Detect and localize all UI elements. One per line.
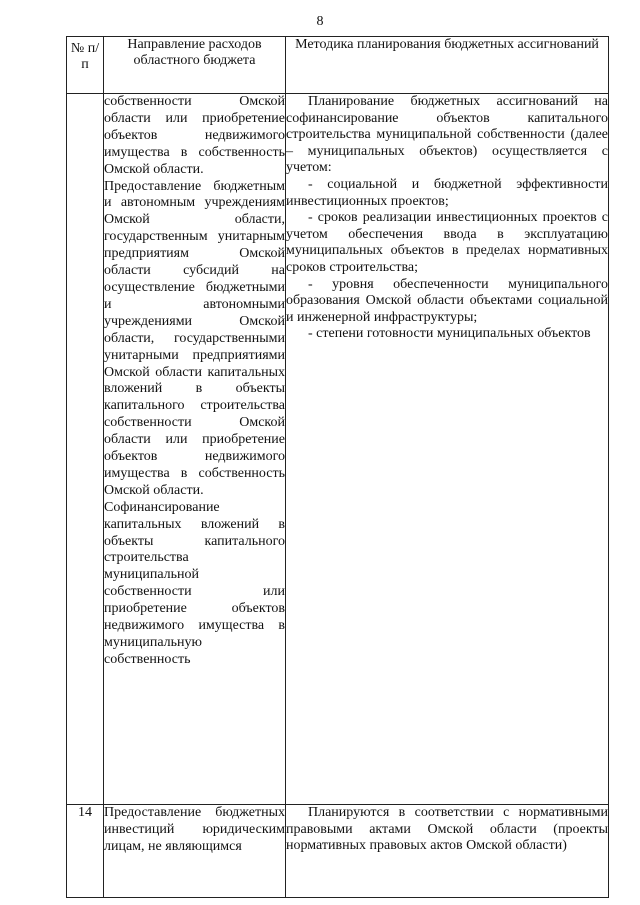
method-paragraph: - уровня обеспеченности муниципального образования Омской области объектами социальной и инженерной инфраструктуры; — [286, 276, 608, 325]
header-method: Методика планирования бюджетных ассигнований — [286, 37, 609, 94]
direction-paragraph: собственности Омской области или приобретение объектов недвижимого имущества в собственность Омской области. — [104, 94, 285, 177]
method-paragraph: Планирование бюджетных ассигнований на софинансирование объектов капитального строительства муниципальной собственности (далее – муниципальных объектов) осуществляется с учетом: — [286, 94, 608, 176]
direction-paragraph: Предоставление бюджетных инвестиций юридическим лицам, не являющимся — [104, 805, 285, 854]
method-paragraph: - сроков реализации инвестиционных проектов с учетом обеспечения ввода в эксплуатацию муниципальных объектов в пределах нормативных сроков строительства; — [286, 210, 608, 275]
table-row — [67, 94, 609, 805]
direction-cell — [104, 94, 286, 805]
row-number — [67, 94, 104, 805]
table-row — [67, 805, 609, 898]
budget-methodology-table — [66, 36, 609, 898]
page-number: 8 — [316, 14, 324, 29]
method-paragraph: Планируются в соответствии с нормативными правовыми актами Омской области (проекты нормативных правовых актов Омской области) — [286, 805, 608, 854]
direction-cell — [104, 805, 286, 898]
method-cell — [286, 94, 609, 805]
method-cell — [286, 805, 609, 898]
table-header-row — [67, 37, 609, 94]
method-paragraph: - степени готовности муниципальных объектов — [308, 326, 591, 342]
header-direction: Направление расходов областного бюджета — [104, 37, 286, 94]
method-paragraph: - социальной и бюджетной эффективности инвестиционных проектов; — [286, 176, 608, 209]
header-number: № п/п — [67, 37, 104, 94]
direction-paragraph: Софинансирование капитальных вложений в объекты капитального строительства муниципальной собственности или приобретение объектов недвижимого имущества в муниципальную собственность — [104, 499, 285, 667]
row-number: 14 — [67, 805, 104, 898]
direction-paragraph: Предоставление бюджетным и автономным учреждениям Омской области, государственным унитарным предприятиям Омской области субсидий на осуществление бюджетными и автономными учреждениями Омской области, государственными унитарными предприятиями Омской области капитальных вложений в объекты капитального строительства собственности Омской области или приобретение объектов недвижимого имущества в собственность Омской области. — [104, 178, 285, 498]
